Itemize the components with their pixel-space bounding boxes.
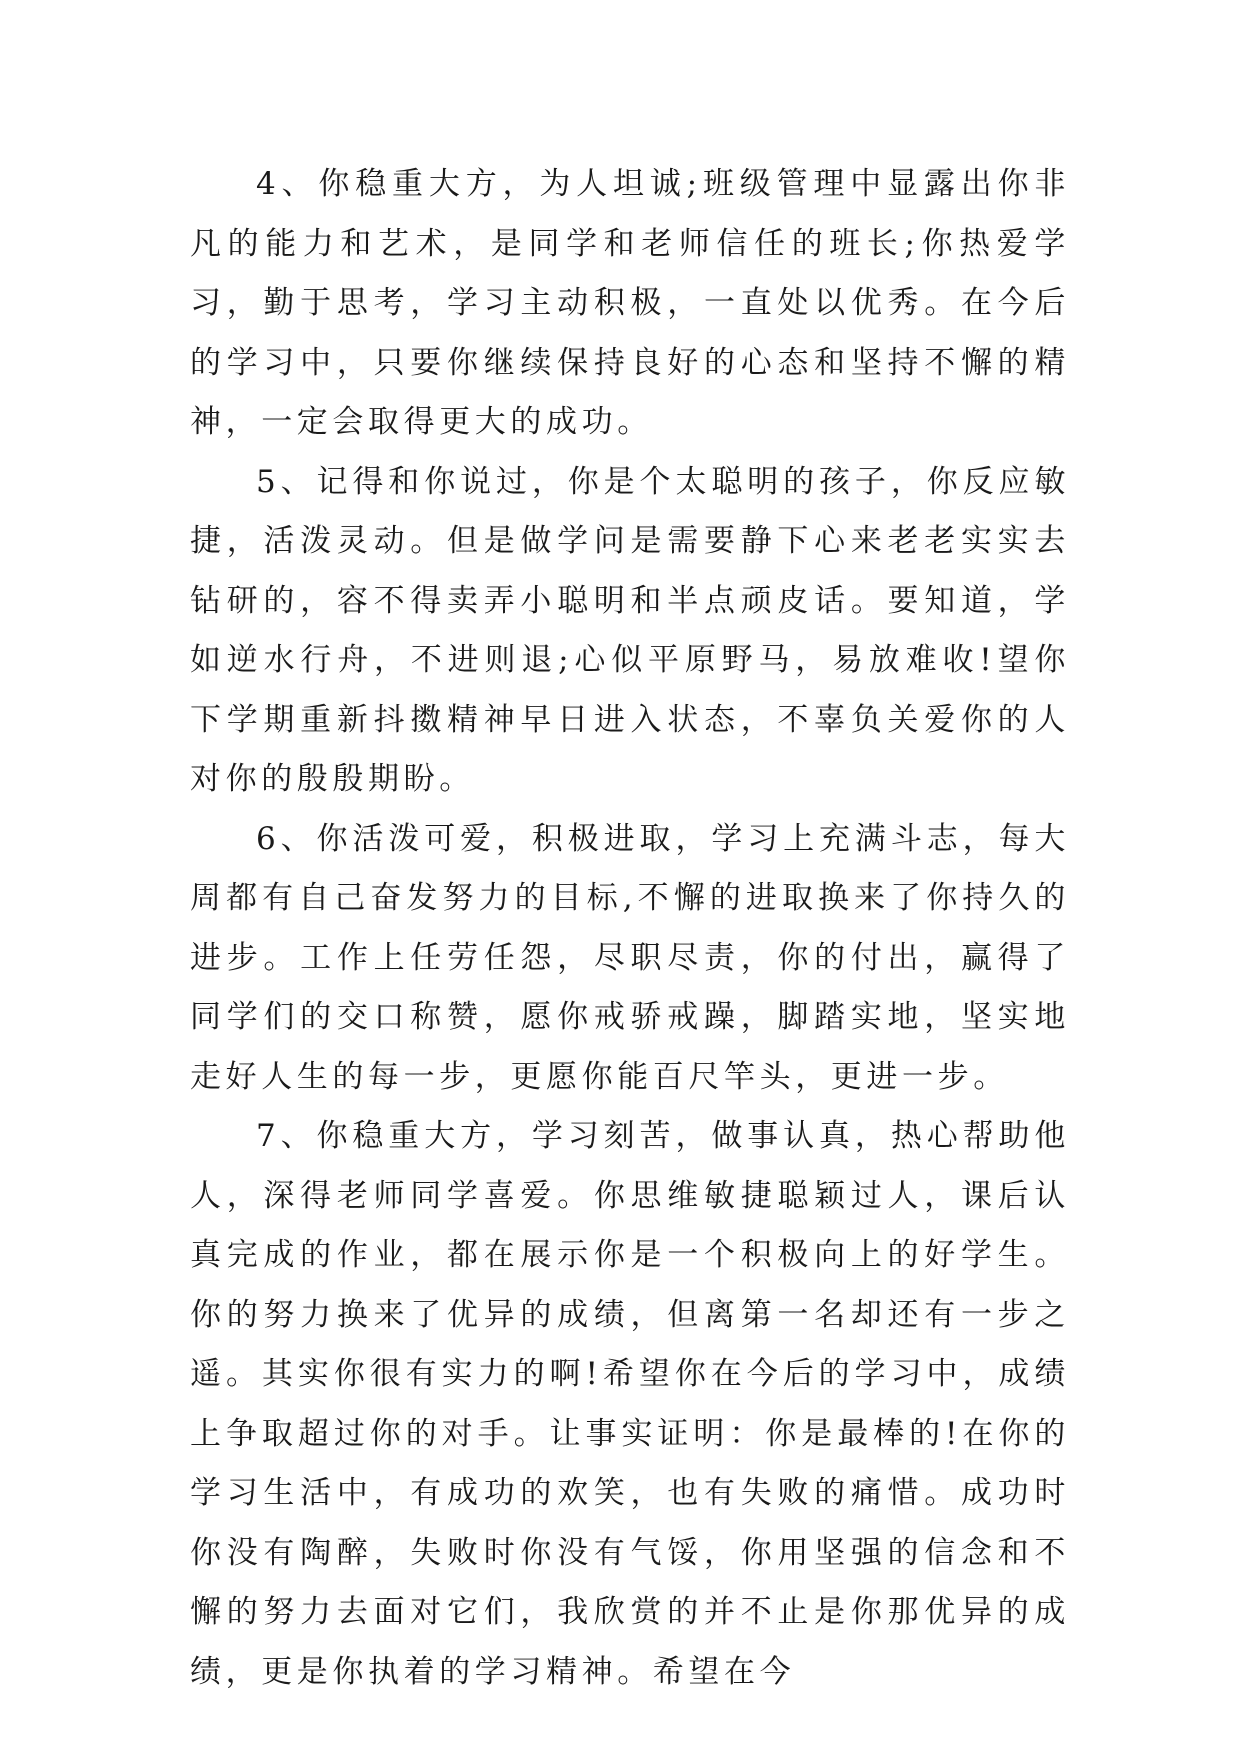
document-body <box>190 155 1070 1702</box>
paragraph-5: 5、记得和你说过，你是个太聪明的孩子，你反应敏捷，活泼灵动。但是做学问是需要静下心来老老实实去钻研的，容不得卖弄小聪明和半点顽皮话。要知道，学如逆水行舟，不进则退;心似平原野马，易放难收!望你下学期重新抖擞精神早日进入状态，不辜负关爱你的人对你的殷殷期盼。 <box>190 463 1070 797</box>
paragraph-7: 7、你稳重大方，学习刻苦，做事认真，热心帮助他人，深得老师同学喜爱。你思维敏捷聪颖过人，课后认真完成的作业，都在展示你是一个积极向上的好学生。你的努力换来了优异的成绩，但离第一名却还有一步之遥。其实你很有实力的啊!希望你在今后的学习中，成绩上争取超过你的对手。让事实证明：你是最棒的!在你的学习生活中，有成功的欢笑，也有失败的痛惜。成功时你没有陶醉，失败时你没有气馁，你用坚强的信念和不懈的努力去面对它们，我欣赏的并不止是你那优异的成绩，更是你执着的学习精神。希望在今 <box>190 1118 1070 1690</box>
paragraph-6: 6、你活泼可爱，积极进取，学习上充满斗志，每大周都有自己奋发努力的目标,不懈的进取换来了你持久的进步。工作上任劳任怨，尽职尽责，你的付出，赢得了同学们的交口称赞，愿你戒骄戒躁，脚踏实地，坚实地走好人生的每一步，更愿你能百尺竿头，更进一步。 <box>190 820 1070 1095</box>
paragraph-4: 4、你稳重大方，为人坦诚;班级管理中显露出你非凡的能力和艺术，是同学和老师信任的班长;你热爱学习，勤于思考，学习主动积极，一直处以优秀。在今后的学习中，只要你继续保持良好的心态和坚持不懈的精神，一定会取得更大的成功。 <box>190 166 1070 440</box>
